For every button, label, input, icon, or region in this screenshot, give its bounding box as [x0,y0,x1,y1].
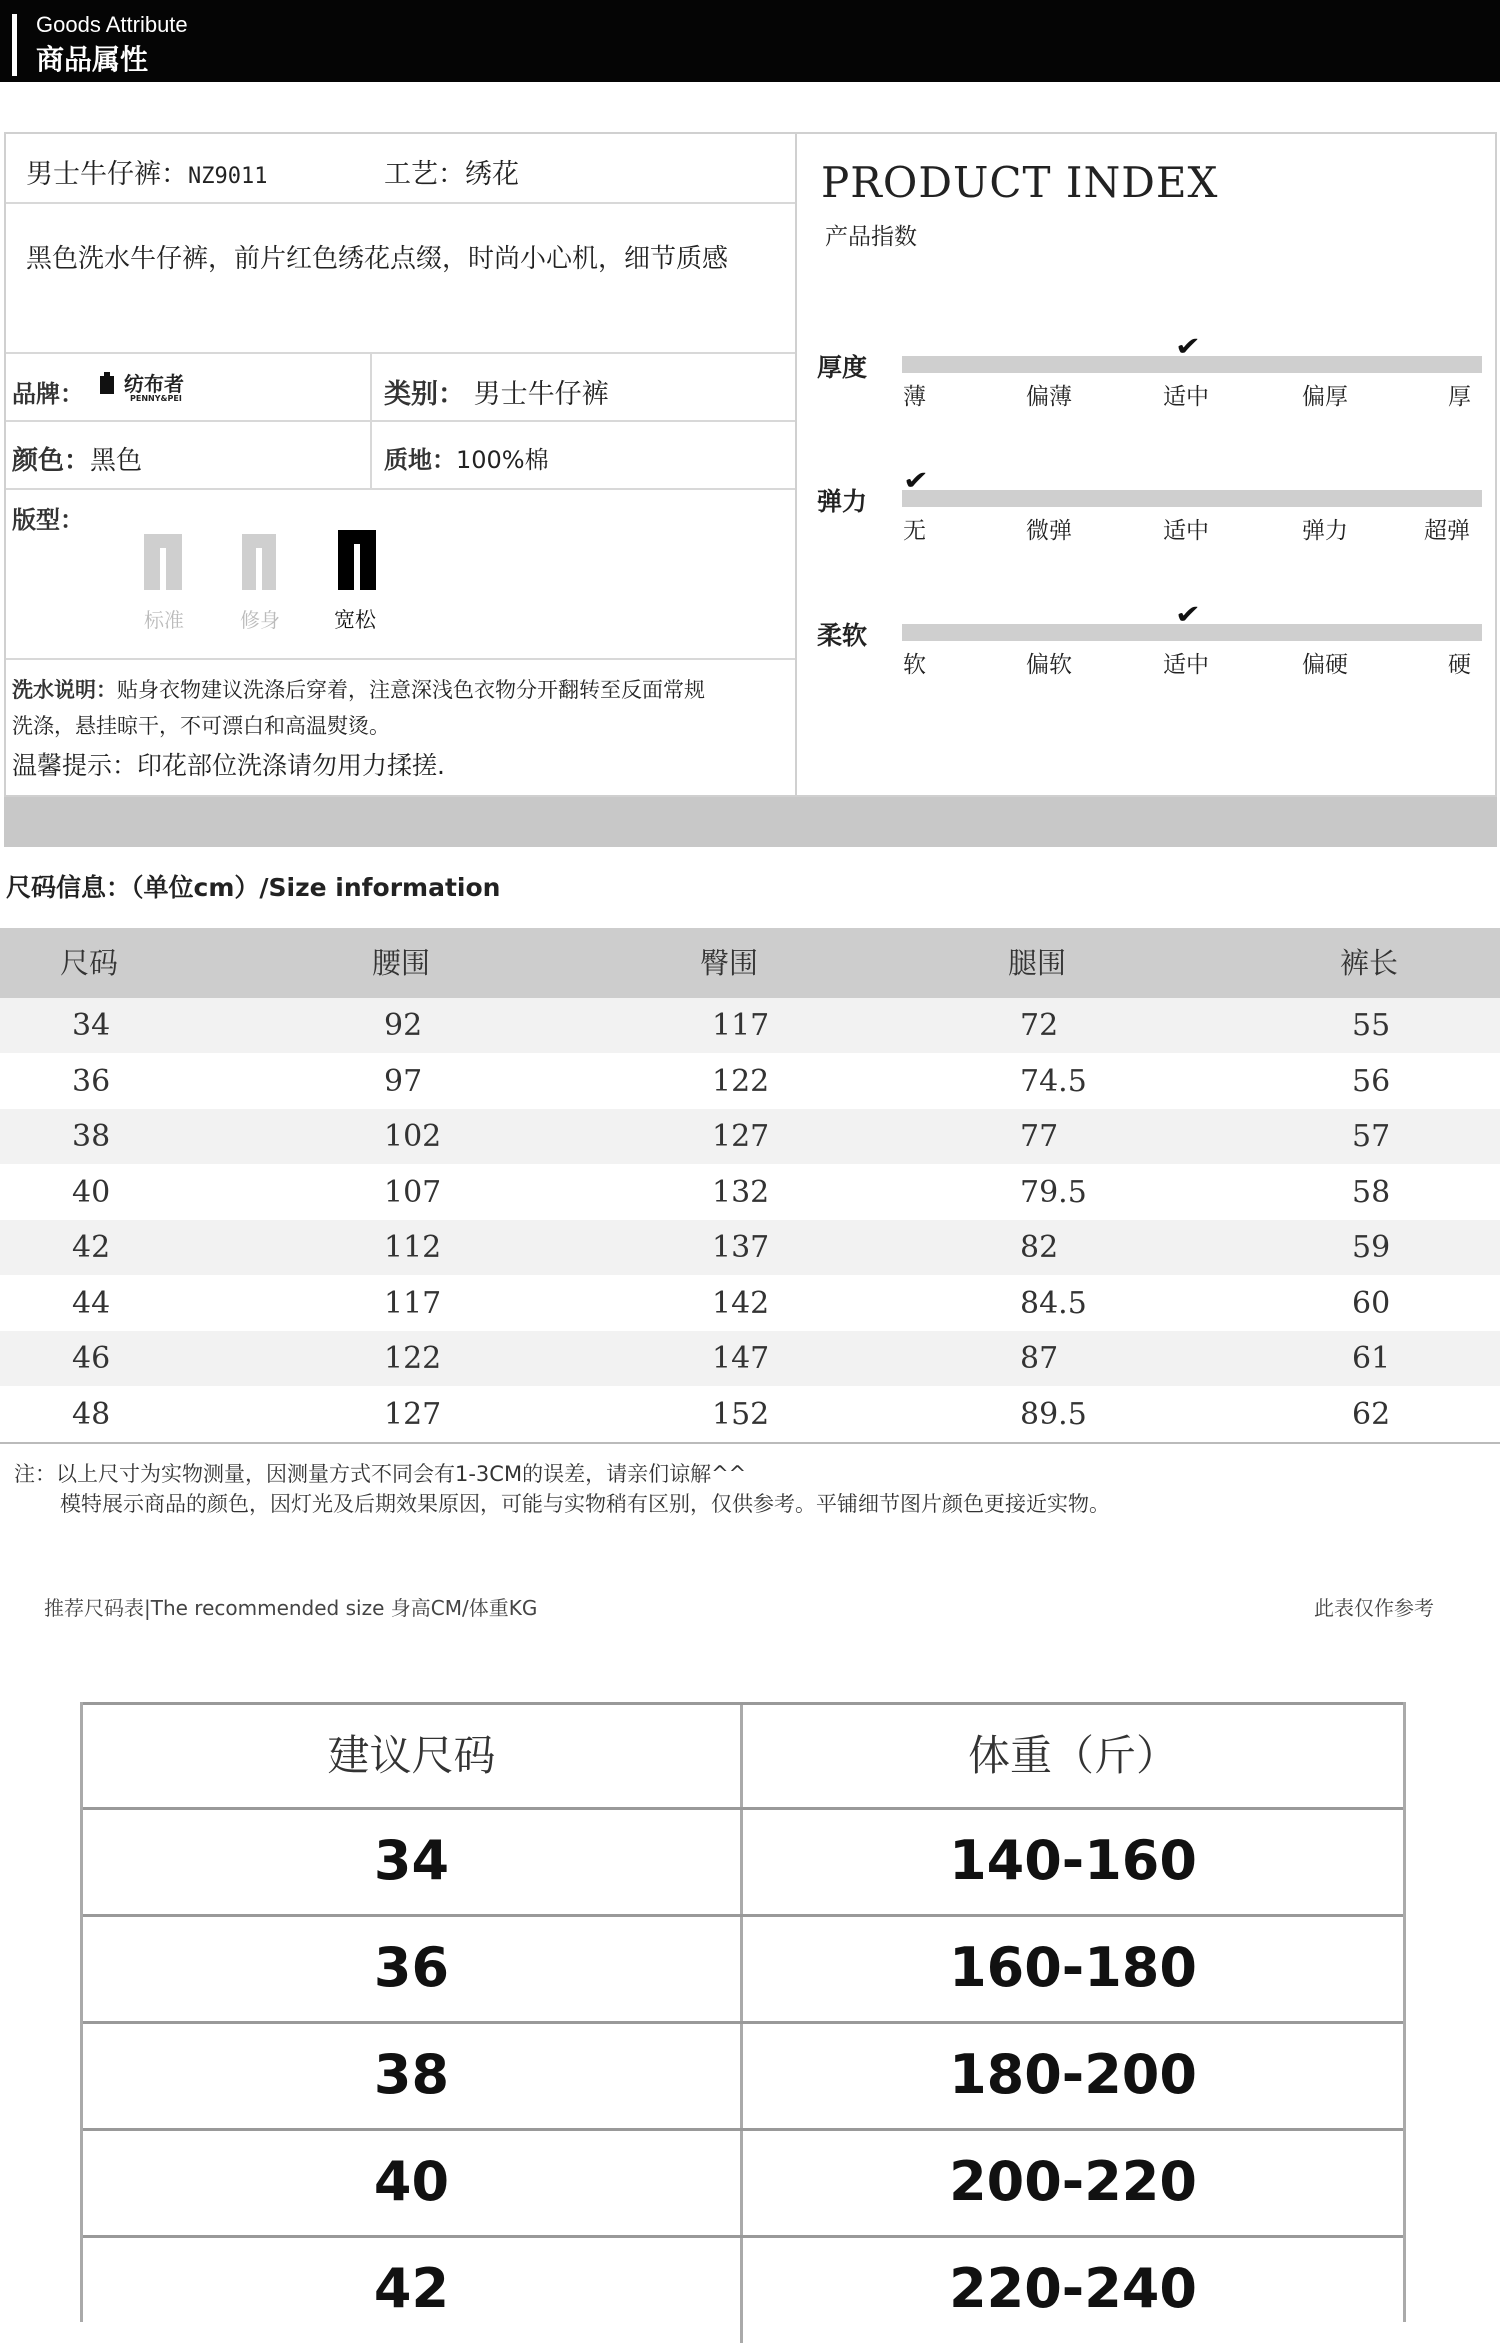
brand-label: 品牌： [12,380,84,408]
wash-line-1 [12,674,705,704]
size-cell: 122 [712,1063,770,1099]
recommend-cell: 38 [83,2024,743,2129]
recommend-cell: 220-240 [949,2257,1197,2320]
size-table-row [0,998,1500,1053]
size-cell: 117 [384,1285,442,1321]
size-cell: 142 [712,1285,770,1321]
size-cell: 46 [72,1341,111,1376]
brand-logo-text: 纺布者 [124,372,184,396]
size-cell: 36 [72,1063,111,1099]
recommend-table [80,1702,1406,2322]
size-cell: 127 [712,1119,770,1154]
wash-label: 洗水说明： [12,678,117,702]
size-cell: 147 [712,1341,770,1376]
recommend-row [83,2235,1403,2340]
size-cell: 57 [1352,1119,1391,1154]
material-value: 100%棉 [456,446,549,474]
recommend-header-cell: 体重（斤） [967,1731,1178,1780]
category-label: 类别： [384,379,465,410]
wash-text-2: 洗涤，悬挂晾干，不可漂白和高温熨烫。 [12,714,390,738]
index-row-label: 厚度 [817,353,868,382]
index-track [902,490,1482,507]
recommend-row [83,1807,1403,1912]
size-cell: 55 [1352,1008,1391,1043]
size-cell: 152 [712,1396,770,1432]
size-cell: 132 [712,1174,770,1210]
recommend-cell: 140-160 [949,1829,1197,1892]
header-accent-bar [12,14,17,76]
warm-tip: 温馨提示：印花部位洗涤请勿用力揉搓. [12,751,445,780]
header-title-en: Goods Attribute [36,12,188,37]
size-cell: 92 [384,1008,423,1043]
index-scale-label: 适中 [1163,652,1209,678]
size-cell: 40 [72,1174,111,1210]
size-cell: 74.5 [1020,1063,1087,1099]
recommend-cell: 34 [83,1810,743,1915]
index-scale-label: 无 [903,518,926,544]
size-cell: 127 [384,1396,442,1432]
size-cell: 34 [72,1008,111,1043]
color-value: 黑色 [90,446,143,476]
attribute-panel [4,132,797,797]
recommend-row [83,2021,1403,2126]
size-info-title: 尺码信息：（单位cm）/Size information [6,873,501,902]
index-scale-label: 薄 [903,384,926,410]
index-scale-label: 软 [903,652,926,678]
product-index-title: PRODUCT INDEX [821,158,1219,207]
size-header-cell: 腰围 [372,946,431,980]
category-field [384,372,609,411]
size-cell: 102 [384,1119,442,1154]
material-field [384,440,549,475]
recommend-row [83,1914,1403,2019]
material-label: 质地： [384,446,456,474]
index-scale-label: 超弹 [1424,518,1470,544]
size-cell: 60 [1352,1285,1391,1321]
index-scale-label: 偏厚 [1302,384,1348,410]
index-scale-label: 适中 [1163,384,1209,410]
size-table-row [0,1165,1500,1220]
fit-standard-icon [144,534,182,590]
recommend-title: 推荐尺码表|The recommended size 身高CM/体重KG [44,1596,538,1620]
color-label: 颜色： [12,446,91,476]
product-description: 黑色洗水牛仔裤，前片红色绣花点缀，时尚小心机，细节质感 [26,244,729,274]
size-cell: 79.5 [1020,1174,1087,1210]
index-scale-label: 微弹 [1026,518,1072,544]
size-table-bottom-border [0,1442,1500,1444]
recommend-cell: 40 [83,2131,743,2236]
size-cell: 97 [384,1063,423,1099]
size-cell: 38 [72,1119,111,1154]
index-row-label: 弹力 [817,487,868,516]
recommend-ref-note: 此表仅作参考 [1314,1596,1434,1620]
size-cell: 84.5 [1020,1285,1087,1321]
model-label: 男士牛仔裤： [26,159,188,190]
size-cell: 87 [1020,1341,1059,1376]
size-table-row [0,1276,1500,1331]
product-index-panel [797,132,1497,797]
recommend-cell: 42 [83,2238,743,2343]
craft-value: 绣花 [465,159,519,190]
size-note-1: 注：以上尺寸为实物测量，因测量方式不同会有1-3CM的误差，请亲们谅解^^ [14,1462,747,1486]
size-cell: 89.5 [1020,1396,1087,1432]
recommend-cell: 200-220 [949,2150,1197,2213]
recommend-cell: 160-180 [949,1936,1197,1999]
index-scale-label: 弹力 [1302,518,1348,544]
page-header [0,0,1500,82]
size-cell: 117 [712,1008,770,1043]
size-cell: 77 [1020,1119,1059,1154]
size-note-2: 模特展示商品的颜色，因灯光及后期效果原因，可能与实物稍有区别，仅供参考。平铺细节图片颜色更接近实物。 [60,1492,1110,1516]
color-field [12,440,142,477]
size-table-row [0,1220,1500,1275]
brand-logo-sub: PENNY&PEI [130,394,182,403]
recommend-cell: 36 [83,1917,743,2022]
size-cell: 62 [1352,1396,1391,1432]
size-cell: 112 [384,1230,442,1265]
size-cell: 122 [384,1341,442,1376]
recommend-cell: 180-200 [949,2043,1197,2106]
size-header-cell: 臀围 [700,946,759,980]
size-cell: 42 [72,1230,111,1265]
index-scale-label: 偏软 [1026,652,1072,678]
index-selected-check-icon: ✔ [1174,332,1201,362]
wash-text-1: 贴身衣物建议洗涤后穿着，注意深浅色衣物分开翻转至反面常规 [117,678,705,702]
size-cell: 44 [72,1285,111,1321]
fit-standard-label: 标准 [144,608,184,632]
index-scale-label: 偏硬 [1302,652,1348,678]
recommend-header-cell: 建议尺码 [83,1705,743,1810]
size-cell: 59 [1352,1230,1391,1265]
size-header-cell: 裤长 [1340,946,1399,980]
size-cell: 137 [712,1230,770,1265]
recommend-header-row [83,1702,1403,1807]
fit-slim-label: 修身 [240,608,280,632]
size-cell: 56 [1352,1063,1391,1099]
size-cell: 48 [72,1396,111,1432]
index-selected-check-icon: ✔ [1174,600,1201,630]
index-scale-label: 厚 [1448,384,1471,410]
fit-slim-icon [242,534,276,590]
fit-label: 版型： [12,506,84,534]
size-table-row [0,1054,1500,1109]
size-header-cell: 尺码 [60,946,119,980]
category-value: 男士牛仔裤 [473,379,609,410]
model-field [26,152,267,191]
size-table-row [0,1331,1500,1386]
index-scale-label: 硬 [1448,652,1471,678]
product-index-subtitle: 产品指数 [825,224,917,250]
index-selected-check-icon: ✔ [902,466,929,496]
index-row-label: 柔软 [817,621,868,650]
size-table-row [0,1109,1500,1164]
divider-bar [4,797,1497,847]
header-title-cn: 商品属性 [36,43,149,76]
size-table-row [0,1387,1500,1442]
craft-field [384,152,519,191]
size-cell: 72 [1020,1008,1059,1043]
size-header-cell: 腿围 [1008,946,1067,980]
craft-label: 工艺： [384,159,465,190]
index-scale-label: 适中 [1163,518,1209,544]
fit-loose-label: 宽松 [334,608,376,632]
model-value: NZ9011 [188,164,268,189]
size-cell: 61 [1352,1341,1391,1376]
index-scale-label: 偏薄 [1026,384,1072,410]
size-table-header [0,928,1500,998]
size-cell: 107 [384,1174,442,1210]
recommend-row [83,2128,1403,2233]
fit-loose-icon [338,530,376,586]
size-cell: 82 [1020,1230,1059,1265]
size-cell: 58 [1352,1174,1391,1210]
